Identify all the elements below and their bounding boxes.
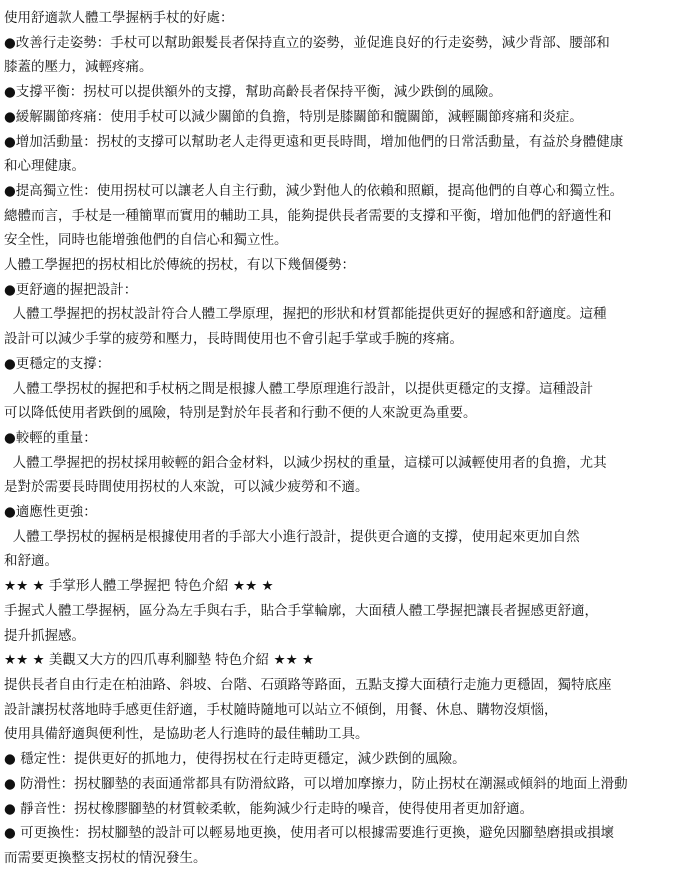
- advantage-stability-text-1: 人體工學拐杖的握把和手杖柄之間是根據人體工學原理進行設計，以提供更穩定的支撐。這種設計: [4, 380, 594, 397]
- feature-foot-pad-text-3: 使用具備舒適與便利性，是協助老人行進時的最佳輔助工具。: [4, 726, 369, 743]
- feature-grip-text-1: 手握式人體工學握柄，區分為左手與右手，貼合手掌輪廓，大面積人體工學握把讓長者握感更舒適，: [4, 602, 598, 619]
- feature-foot-pad-text-1: 提供長者自由行走在柏油路、斜坡、台階、石頭路等路面，五點支撐大面積行走施力更穩固，獨特底座: [4, 676, 612, 693]
- feature-grip-text-2: 提升抓握感。: [4, 627, 85, 644]
- benefit-balance: ●支撐平衡：拐杖可以提供額外的支撐，幫助高齡長者保持平衡，減少跌倒的風險。: [4, 84, 502, 101]
- heading-advantages: 人體工學握把的拐杖相比於傳統的拐杖，有以下幾個優勢：: [4, 257, 355, 274]
- advantage-stability-title: ●更穩定的支撐：: [4, 355, 111, 372]
- benefit-activity: ●增加活動量：拐杖的支撐可以幫助老人走得更遠和更長時間，增加他們的日常活動量，有益於身體健康: [4, 133, 624, 150]
- advantage-comfort-text-2: 設計可以減少手掌的疲勞和壓力，長時間使用也不會引起手掌或手腕的疼痛。: [4, 331, 463, 348]
- feature-foot-pad-text-2: 設計讓拐杖落地時手感更佳舒適，手杖隨時隨地可以站立不傾倒，用餐、休息、購物沒煩惱，: [4, 701, 558, 718]
- pad-replaceable-1: ● 可更換性：拐杖腳墊的設計可以輕易地更換，使用者可以根據需要進行更換，避免因腳墊磨損或損壞: [4, 825, 615, 842]
- advantage-adapt-title: ●適應性更強：: [4, 504, 97, 521]
- advantage-adapt-text-2: 和舒適。: [4, 553, 58, 570]
- pad-anti-slip: ● 防滑性：拐杖腳墊的表面通常都具有防滑紋路，可以增加摩擦力，防止拐杖在潮濕或傾斜的地面上滑動: [4, 775, 628, 792]
- benefit-joint-pain: ●緩解關節疼痛：使用手杖可以減少關節的負擔，特別是膝關節和髖關節，減輕關節疼痛和炎症。: [4, 108, 583, 125]
- benefit-independence: ●提高獨立性：使用拐杖可以讓老人自主行動，減少對他人的依賴和照顧，提高他們的自尊心和獨立性。: [4, 182, 624, 199]
- summary-line-2: 安全性，同時也能增強他們的自信心和獨立性。: [4, 232, 288, 249]
- pad-stability: ● 穩定性：提供更好的抓地力，使得拐杖在行走時更穩定，減少跌倒的風險。: [4, 751, 466, 768]
- advantage-weight-title: ●較輕的重量：: [4, 429, 97, 446]
- advantage-comfort-text-1: 人體工學握把的拐杖設計符合人體工學原理，握把的形狀和材質都能提供更好的握感和舒適度。這種: [4, 306, 607, 323]
- advantage-comfort-title: ●更舒適的握把設計：: [4, 281, 138, 298]
- advantage-weight-text-1: 人體工學握把的拐杖採用較輕的鋁合金材料，以減少拐杖的重量，這樣可以減輕使用者的負擔，尤其: [4, 454, 607, 471]
- advantage-weight-text-2: 是對於需要長時間使用拐杖的人來說，可以減少疲勞和不適。: [4, 479, 369, 496]
- benefit-posture-cont: 膝蓋的壓力，減輕疼痛。: [4, 59, 153, 76]
- benefit-activity-cont: 和心理健康。: [4, 158, 85, 175]
- summary-line-1: 總體而言，手杖是一種簡單而實用的輔助工具，能夠提供長者需要的支撐和平衡，增加他們的舒適性和: [4, 207, 612, 224]
- feature-heading-foot-pad: ★★ ★ 美觀又大方的四爪專利腳墊 特色介紹 ★★ ★: [4, 652, 315, 669]
- advantage-stability-text-2: 可以降低使用者跌倒的風險，特別是對於年長者和行動不便的人來說更為重要。: [4, 405, 477, 422]
- feature-heading-grip: ★★ ★ 手掌形人體工學握把 特色介紹 ★★ ★: [4, 578, 274, 595]
- pad-quiet: ● 靜音性：拐杖橡膠腳墊的材質較柔軟，能夠減少行走時的噪音，使得使用者更加舒適。: [4, 800, 534, 817]
- heading-benefits: 使用舒適款人體工學握柄手杖的好處：: [4, 10, 234, 26]
- pad-replaceable-2: 而需要更換整支拐杖的情況發生。: [4, 849, 207, 866]
- advantage-adapt-text-1: 人體工學拐杖的握柄是根據使用者的手部大小進行設計，提供更合適的支撐，使用起來更加自然: [4, 528, 580, 545]
- benefit-posture: ●改善行走姿勢：手杖可以幫助銀髮長者保持直立的姿勢，並促進良好的行走姿勢，減少背部、腰部和: [4, 34, 610, 51]
